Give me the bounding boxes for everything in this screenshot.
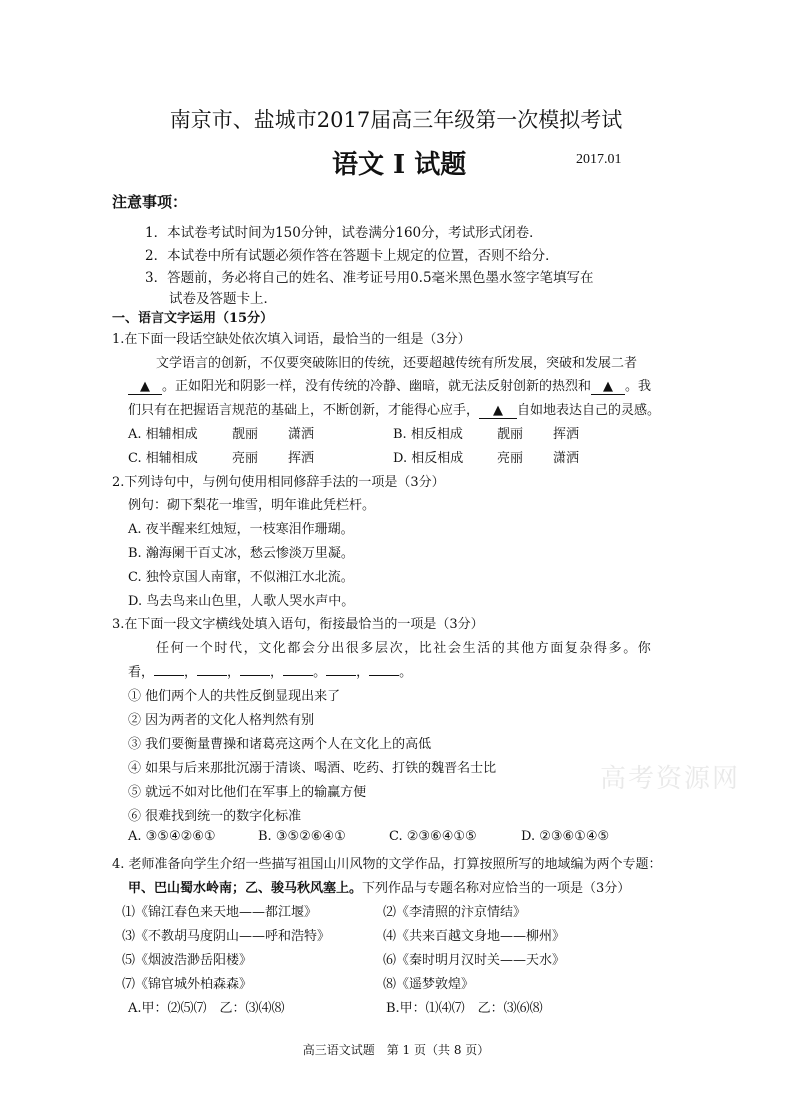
notice-item-2: 2．本试卷中所有试题必须作答在答题卡上规定的位置，否则不给分． xyxy=(145,248,559,264)
q4-stem: 4. 老师准备向学生介绍一些描写祖国山川风物的文学作品，打算按照所写的地域编为两个专题： xyxy=(112,857,662,872)
notice-item-3: 3．答题前，务必将自己的姓名、准考证号用0.5毫米黑色墨水签字笔填写在 xyxy=(145,270,594,286)
q3-option-d: D. ②③⑥①④⑤ xyxy=(521,829,610,844)
q4-work-1: ⑴《锦江春色来天地——都江堰》 xyxy=(122,905,318,920)
q3-item-3: ③ 我们要衡量曹操和诸葛亮这两个人在文化上的高低 xyxy=(128,737,432,752)
q3-passage-line1: 任何一个时代，文化都会分出很多层次，比社会生活的其他方面复杂得多。你 xyxy=(156,641,653,656)
q3-blank-2 xyxy=(197,675,227,676)
q1-option-d: D. 相反相成 亮丽 潇洒 xyxy=(393,451,580,466)
q1-passage-line2: ▲ 。正如阳光和阴影一样，没有传统的冷静、幽暗，就无法反射创新的热烈和 ▲ 。我 xyxy=(128,375,651,395)
page-footer: 高三语文试题 第 1 页（共 8 页） xyxy=(302,1043,490,1057)
q3-blank-4 xyxy=(283,675,313,676)
q3-passage-line2: 看， ， ， ， 。 ， 。 xyxy=(128,665,413,680)
q1-passage-line3: 们只有在把握语言规范的基础上，不断创新，才能得心应手， ▲ 自如地表达自己的灵感。 xyxy=(128,403,661,418)
notice-item-3-cont: 试卷及答题卡上． xyxy=(169,291,277,307)
q2-option-d: D. 鸟去鸟来山色里，人歌人哭水声中。 xyxy=(128,594,355,609)
q3-blank-3 xyxy=(240,675,270,676)
q4-work-4: ⑷《共来百越文身地——柳州》 xyxy=(383,929,566,944)
q3-stem: 3.在下面一段文字横线处填入语句，衔接最恰当的一项是（3分） xyxy=(112,617,484,632)
q2-option-c: C. 独怜京国人南窜，不似湘江水北流。 xyxy=(128,570,354,585)
q4-work-3: ⑶《不教胡马度阴山——呼和浩特》 xyxy=(122,929,331,944)
q2-option-b: B. 瀚海阑干百丈冰，愁云惨淡万里凝。 xyxy=(128,546,354,561)
q4-option-b: B.甲：⑴⑷⑺ 乙：⑶⑹⑻ xyxy=(386,1001,543,1016)
q3-item-4: ④ 如果与后来那批沉溺于清谈、喝酒、吃药、打铁的魏晋名士比 xyxy=(128,761,497,776)
q1-option-a: A. 相辅相成 靓丽 潇洒 xyxy=(128,427,315,442)
q3-option-a: A. ③⑤④②⑥① xyxy=(128,829,216,844)
q4-work-2: ⑵《李清照的汴京情结》 xyxy=(383,905,527,920)
watermark: 高考资源网 xyxy=(600,764,741,794)
q1-blank-2: ▲ xyxy=(591,379,625,395)
q1-option-b: B. 相反相成 靓丽 挥洒 xyxy=(393,427,580,442)
q4-work-5: ⑸《烟波浩渺岳阳楼》 xyxy=(122,953,253,968)
q3-blank-1 xyxy=(154,675,184,676)
q4-work-6: ⑹《秦时明月汉时关——天水》 xyxy=(383,953,566,968)
q1-blank-1: ▲ xyxy=(128,379,162,395)
q1-stem: 1.在下面一段话空缺处依次填入词语，最恰当的一组是（3分） xyxy=(112,332,471,347)
q4-work-7: ⑺《锦官城外柏森森》 xyxy=(122,977,253,992)
q3-item-1: ① 他们两个人的共性反倒显现出来了 xyxy=(128,689,341,704)
q3-options xyxy=(128,829,609,844)
exam-date: 2017.01 xyxy=(576,152,622,167)
q2-option-a: A. 夜半醒来红烛短，一枝寒泪作珊瑚。 xyxy=(128,522,354,537)
q3-item-2: ② 因为两者的文化人格判然有别 xyxy=(128,713,315,728)
q3-item-6: ⑥ 很难找到统一的数字化标准 xyxy=(128,809,302,824)
q2-stem: 2.下列诗句中，与例句使用相同修辞手法的一项是（3分） xyxy=(112,475,445,490)
q3-blank-5 xyxy=(326,675,356,676)
q2-example: 例句：砌下梨花一堆雪，明年谁此凭栏杆。 xyxy=(128,498,376,513)
q4-option-a: A.甲：⑵⑸⑺ 乙：⑶⑷⑻ xyxy=(128,1001,285,1016)
subject-title: 语文 I 试题 xyxy=(332,150,467,180)
notice-item-1: 1．本试卷考试时间为150分钟，试卷满分160分，考试形式闭卷． xyxy=(145,225,543,241)
q3-blank-6 xyxy=(369,675,399,676)
q3-item-5: ⑤ 就远不如对比他们在军事上的输赢方便 xyxy=(128,785,367,800)
q4-work-8: ⑻《遥梦敦煌》 xyxy=(383,977,475,992)
exam-title: 南京市、盐城市2017届高三年级第一次模拟考试 xyxy=(169,108,623,132)
q4-topics-line: 甲、巴山蜀水岭南；乙、骏马秋风塞上。下列作品与专题名称对应恰当的一项是（3分） xyxy=(128,881,631,896)
q1-blank-3: ▲ xyxy=(479,403,517,419)
q4-topics: 甲、巴山蜀水岭南；乙、骏马秋风塞上。 xyxy=(128,881,363,896)
q1-option-c: C. 相辅相成 亮丽 挥洒 xyxy=(128,451,315,466)
q3-option-c: C. ②③⑥④①⑤ xyxy=(389,829,477,844)
q1-passage-line1: 文学语言的创新，不仅要突破陈旧的传统，还要超越传统有所发展，突破和发展二者 xyxy=(156,356,638,371)
section-heading: 一、语言文字运用（15分） xyxy=(112,311,274,326)
notice-heading: 注意事项： xyxy=(112,193,188,211)
q3-option-b: B. ③⑤②⑥④① xyxy=(258,829,346,844)
